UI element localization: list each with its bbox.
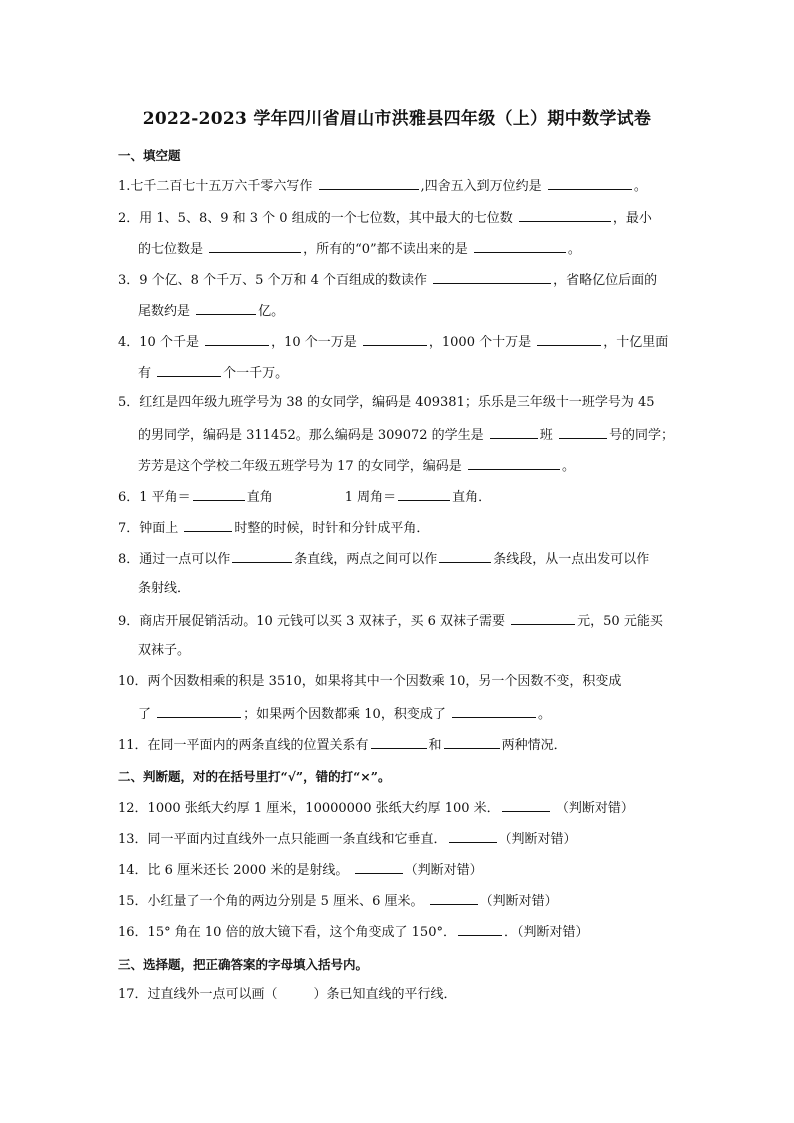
answer-blank[interactable] xyxy=(363,332,427,346)
page-title: 2022-2023 学年四川省眉山市洪雅县四年级（上）期中数学试卷 xyxy=(142,109,652,129)
question-4-continued: 有 个一千万。 xyxy=(138,363,288,383)
question-9-continued: 双袜子。 xyxy=(138,643,191,658)
question-3: 3．9 个亿、8 个千万、5 个万和 4 个百组成的数读作 ，省略亿位后面的 xyxy=(118,270,657,290)
question-12: 12．1000 张纸大约厚 1 厘米，10000000 张纸大约厚 100 米． （判断对错） xyxy=(118,798,634,818)
answer-blank[interactable] xyxy=(548,176,632,190)
answer-blank[interactable] xyxy=(232,549,292,563)
question-2-continued: 的七位数是 ，所有的“0”都不读出来的是 。 xyxy=(138,239,581,259)
question-16: 16．15° 角在 10 倍的放大镜下看，这个角变成了 150°． ．（判断对错） xyxy=(118,922,588,942)
answer-blank[interactable] xyxy=(193,487,245,501)
question-13: 13．同一平面内过直线外一点只能画一条直线和它垂直． （判断对错） xyxy=(118,829,577,849)
answer-blank[interactable] xyxy=(319,176,419,190)
question-3-continued: 尾数约是 亿。 xyxy=(138,301,284,321)
answer-blank[interactable] xyxy=(519,208,611,222)
answer-blank[interactable] xyxy=(559,425,607,439)
question-10-continued: 了 ；如果两个因数都乘 10，积变成了 。 xyxy=(138,704,551,724)
answer-blank[interactable] xyxy=(537,332,601,346)
answer-blank[interactable] xyxy=(209,239,301,253)
question-4: 4．10 个千是 ，10 个一万是 ，1000 个十万是 ，十亿里面 xyxy=(118,332,668,352)
answer-blank[interactable] xyxy=(398,487,450,501)
answer-blank[interactable] xyxy=(355,860,403,874)
answer-blank[interactable] xyxy=(157,704,241,718)
question-1: 1.七千二百七十五万六千零六写作 ,四舍五入到万位约是 。 xyxy=(118,176,647,196)
answer-blank[interactable] xyxy=(458,922,502,936)
question-14: 14．比 6 厘米还长 2000 米的是射线。 （判断对错） xyxy=(118,860,483,880)
answer-blank[interactable] xyxy=(502,798,550,812)
question-9: 9．商店开展促销活动。10 元钱可以买 3 双袜子，买 6 双袜子需要 元，50 元能买 xyxy=(118,611,663,631)
section-multiple-choice: 三、选择题，把正确答案的字母填入括号内。 xyxy=(118,957,369,972)
answer-blank[interactable] xyxy=(157,363,221,377)
question-10: 10．两个因数相乘的积是 3510，如果将其中一个因数乘 10，另一个因数不变，积变成 xyxy=(118,674,622,689)
answer-blank[interactable] xyxy=(439,549,491,563)
answer-blank[interactable] xyxy=(468,456,560,470)
answer-blank[interactable] xyxy=(511,611,575,625)
question-5: 5．红红是四年级九班学号为 38 的女同学，编码是 409381；乐乐是三年级十一班学号为 45 xyxy=(118,395,655,410)
answer-blank[interactable] xyxy=(452,704,536,718)
section-fill-in-blanks: 一、填空题 xyxy=(118,148,181,163)
question-8-continued: 条射线． xyxy=(138,581,191,596)
question-8: 8．通过一点可以作 条直线，两点之间可以作 条线段，从一点出发可以作 xyxy=(118,549,649,569)
answer-blank[interactable] xyxy=(196,301,256,315)
question-17: 17．过直线外一点可以画（ ）条已知直线的平行线． xyxy=(118,987,457,1002)
question-6: 6．1 平角＝ 直角 1 周角＝ 直角． xyxy=(118,487,491,507)
question-2: 2．用 1、5、8、9 和 3 个 0 组成的一个七位数，其中最大的七位数 ，最小 xyxy=(118,208,652,228)
answer-blank[interactable] xyxy=(184,518,232,532)
answer-blank[interactable] xyxy=(444,735,500,749)
question-5-continued-2: 芳芳是这个学校二年级五班学号为 17 的女同学，编码是 。 xyxy=(138,456,575,476)
question-15: 15．小红量了一个角的两边分别是 5 厘米、6 厘米。 （判断对错） xyxy=(118,891,558,911)
question-11: 11．在同一平面内的两条直线的位置关系有 和 两种情况． xyxy=(118,735,567,755)
question-7: 7．钟面上 时整的时候，时针和分针成平角． xyxy=(118,518,429,538)
answer-blank[interactable] xyxy=(474,239,566,253)
answer-blank[interactable] xyxy=(430,891,478,905)
answer-blank[interactable] xyxy=(449,829,497,843)
answer-blank[interactable] xyxy=(433,270,551,284)
section-true-false: 二、判断题，对的在括号里打“√”，错的打“×”。 xyxy=(118,769,391,784)
answer-blank[interactable] xyxy=(205,332,269,346)
answer-blank[interactable] xyxy=(490,425,538,439)
answer-blank[interactable] xyxy=(371,735,427,749)
question-5-continued: 的男同学，编码是 311452。那么编码是 309072 的学生是 班 号的同学； xyxy=(138,425,674,445)
